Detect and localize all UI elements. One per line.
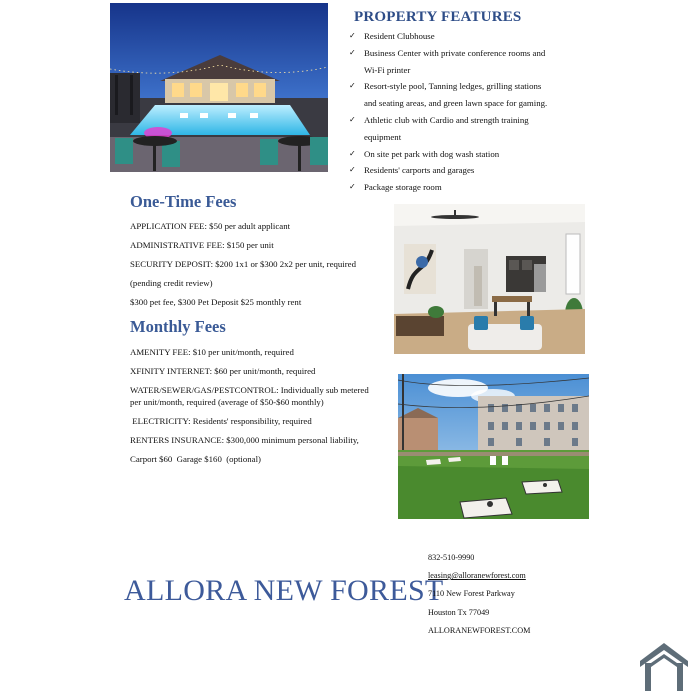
feature-item: ✓ On site pet park with dog wash station [349, 146, 579, 163]
phone-number[interactable]: 832-510-9990 [428, 553, 475, 562]
fee-line: ADMINISTRATIVE FEE: $150 per unit [130, 240, 274, 250]
check-icon: ✓ [349, 31, 356, 40]
fee-line: RENTERS INSURANCE: $300,000 minimum personal liability, [130, 435, 359, 445]
feature-item: ✓ Resident Clubhouse [349, 28, 579, 45]
feature-item-continued: and seating areas, and green lawn space for gaming. [364, 98, 548, 109]
feature-item: ✓ Package storage room [349, 179, 579, 196]
street-address: 7110 New Forest Parkway [428, 589, 515, 599]
house-outline-icon [638, 641, 690, 691]
living-room-photo [394, 204, 585, 354]
feature-item-continued: Wi-Fi printer [364, 64, 411, 75]
features-list [349, 28, 579, 196]
feature-item-continued: equipment [364, 131, 402, 142]
one-time-fees-heading: One-Time Fees [130, 192, 237, 211]
fee-line: $300 pet fee, $300 Pet Deposit $25 monthly rent [130, 297, 302, 307]
pool-photo [110, 3, 328, 172]
check-icon: ✓ [349, 81, 356, 91]
features-heading: PROPERTY FEATURES [354, 9, 522, 25]
fee-line: WATER/SEWER/GAS/PESTCONTROL: Individually sub metered [130, 385, 369, 395]
fee-line: Carport $60 Garage $160 (optional) [130, 454, 261, 464]
website-link[interactable]: ALLORANEWFOREST.COM [428, 625, 531, 635]
check-icon: ✓ [349, 47, 356, 57]
fee-line: XFINITY INTERNET: $60 per unit/month, required [130, 366, 316, 376]
monthly-fees-section [130, 317, 390, 337]
city-address: Houston Tx 77049 [428, 607, 490, 617]
fee-line: ELECTRICITY: Residents' responsibility, required [130, 416, 312, 426]
feature-item: ✓ Business Center with private conference rooms and [349, 45, 579, 62]
contact-block [428, 549, 530, 640]
feature-item: ✓ Resort-style pool, Tanning ledges, grilling stations [349, 78, 579, 95]
monthly-fees-heading: Monthly Fees [130, 317, 226, 336]
brand-name: ALLORA NEW FOREST [124, 574, 444, 607]
email-link[interactable]: leasing@alloranewforest.com [428, 571, 526, 581]
check-icon: ✓ [349, 114, 356, 124]
lawn-games-photo [398, 374, 589, 519]
check-icon: ✓ [349, 148, 356, 158]
fee-line: SECURITY DEPOSIT: $200 1x1 or $300 2x2 per unit, required [130, 259, 356, 269]
fee-line: AMENITY FEE: $10 per unit/month, required [130, 347, 294, 357]
fee-line: APPLICATION FEE: $50 per adult applicant [130, 221, 291, 231]
feature-item: ✓ Residents' carports and garages [349, 162, 579, 179]
check-icon: ✓ [349, 182, 356, 192]
one-time-fees-section [130, 192, 390, 212]
fee-line: per unit/month, required (average of $50-$60 monthly) [130, 397, 324, 407]
fee-line: (pending credit review) [130, 278, 213, 288]
feature-item: ✓ Athletic club with Cardio and strength training [349, 112, 579, 129]
check-icon: ✓ [349, 165, 356, 175]
